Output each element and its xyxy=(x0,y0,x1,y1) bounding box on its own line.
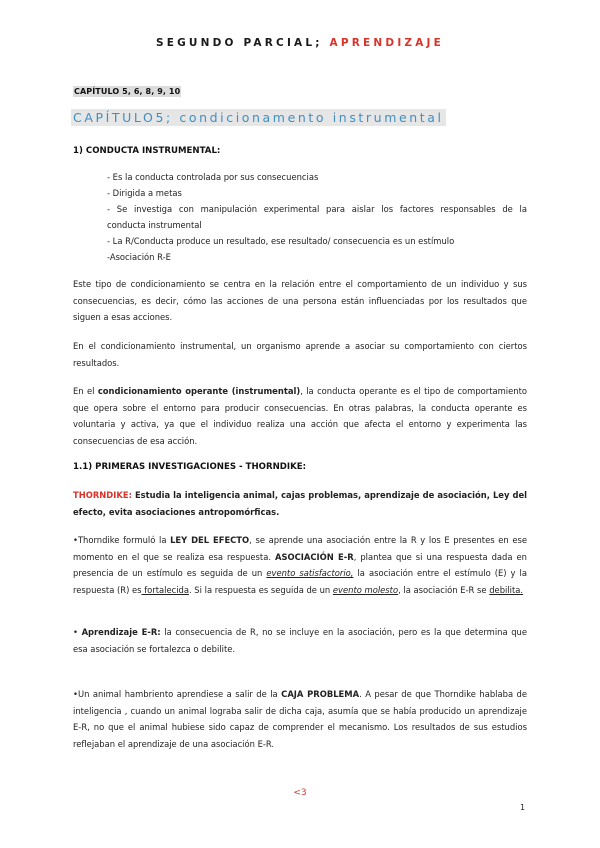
page-header-title xyxy=(0,37,600,49)
chapter-heading: CAPÍTULO5; condicionamento instrumental xyxy=(73,110,444,125)
section-1-1-title: 1.1) PRIMERAS INVESTIGACIONES - THORNDIKE: xyxy=(73,462,307,472)
text-run: . A pesar de que Thorndike hablaba de inteligencia , cuando un animal lograba salir de dicha caja, asumía que se había producido un aprendizaje E-R, no que el animal hubiese sido capaz de comprender el mecanismo. Los resultados de sus estudios reflejaban el aprendizaje de una asociación E-R. xyxy=(73,689,528,749)
section-1-bullet-list xyxy=(107,169,527,265)
footer-heart: <3 xyxy=(293,788,307,798)
bullet-item: conducta instrumental xyxy=(107,220,202,230)
header-title-prefix: SEGUNDO PARCIAL; xyxy=(155,37,330,49)
text-run: . Si la respuesta es seguida de un xyxy=(188,584,333,595)
text-run: , plantea que si una respuesta dada en presencia de un estímulo es seguida de un xyxy=(73,551,527,578)
text-run: la asociación entre el estímulo (E) y la respuesta (R) es xyxy=(73,568,527,595)
paragraph-asociacion: En el condicionamiento instrumental, un organismo aprende a asociar su comportamiento con ciertos resultados. xyxy=(73,341,527,368)
bold-term: LEY DEL EFECTO xyxy=(170,535,250,545)
paragraph-definition: Este tipo de condicionamiento se centra en la relación entre el comportamiento de un individuo y sus consecuencias, es decir, cómo las acciones de una persona están influenciadas por los resultados que siguen a esas acciones. xyxy=(73,279,527,322)
chapters-label: CAPÍTULO 5, 6, 8, 9, 10 xyxy=(74,87,181,96)
underlined-term: debilita. xyxy=(489,584,524,595)
italic-underlined-term: evento molesto xyxy=(332,584,399,595)
paragraph-aprendizaje-er xyxy=(73,624,527,657)
paragraph-thorndike xyxy=(73,487,527,520)
bullet-item: - La R/Conducta produce un resultado, ese resultado/ consecuencia es un estímulo xyxy=(107,236,455,246)
italic-underlined-term: evento satisfactorio, xyxy=(266,568,354,578)
text-run: , la conducta operante es el tipo de comportamiento que opera sobre el entorno para producir consecuencias. En otras palabras, la conducta operante es voluntaria y activa, ya que el individuo realiza una acción que afecta el entorno y experimenta las consecuencias de esa acción. xyxy=(73,386,527,446)
bullet-item: -Asociación R-E xyxy=(107,252,171,262)
text-run: En el xyxy=(73,386,98,396)
bold-term: condicionamiento operante (instrumental) xyxy=(97,386,301,396)
text-run: , se aprende una asociación entre la R y los E presentes en ese momento en el que se realiza esa respuesta. xyxy=(73,535,528,562)
text-run: la consecuencia de R, no se incluye en la asociación, pero es la que determina que esa asociación se fortalezca o debilite. xyxy=(73,627,527,654)
bold-term: ASOCIACIÓN E-R xyxy=(275,551,354,562)
text-run: •Thorndike formuló la xyxy=(73,535,171,545)
thorndike-description: Estudia la inteligencia animal, cajas problemas, aprendizaje de asociación, Ley del efecto, evita asociaciones antropomórficas. xyxy=(73,490,527,517)
text-run: • xyxy=(73,627,82,637)
bold-term: CAJA PROBLEMA xyxy=(281,689,360,699)
underlined-term: fortalecida xyxy=(141,584,189,595)
section-1-title: 1) CONDUCTA INSTRUMENTAL: xyxy=(73,146,221,156)
bold-term: Aprendizaje E-R: xyxy=(81,627,161,637)
paragraph-ley-del-efecto xyxy=(73,532,527,598)
bullet-item: - Se investiga con manipulación experimental para aislar los factores responsables de la xyxy=(107,204,527,214)
paragraph-operante xyxy=(73,383,527,449)
thorndike-name: THORNDIKE: xyxy=(73,490,132,500)
text-run: , la asociación E-R se xyxy=(398,584,490,595)
bullet-item: - Es la conducta controlada por sus consecuencias xyxy=(107,172,319,182)
paragraph-caja-problema xyxy=(73,686,527,752)
bullet-item: - Dirigida a metas xyxy=(107,188,182,198)
header-title-accent: APRENDIZAJE xyxy=(329,37,445,49)
text-run: •Un animal hambriento aprendiese a salir de la xyxy=(73,689,282,699)
page-number: 1 xyxy=(520,803,526,812)
